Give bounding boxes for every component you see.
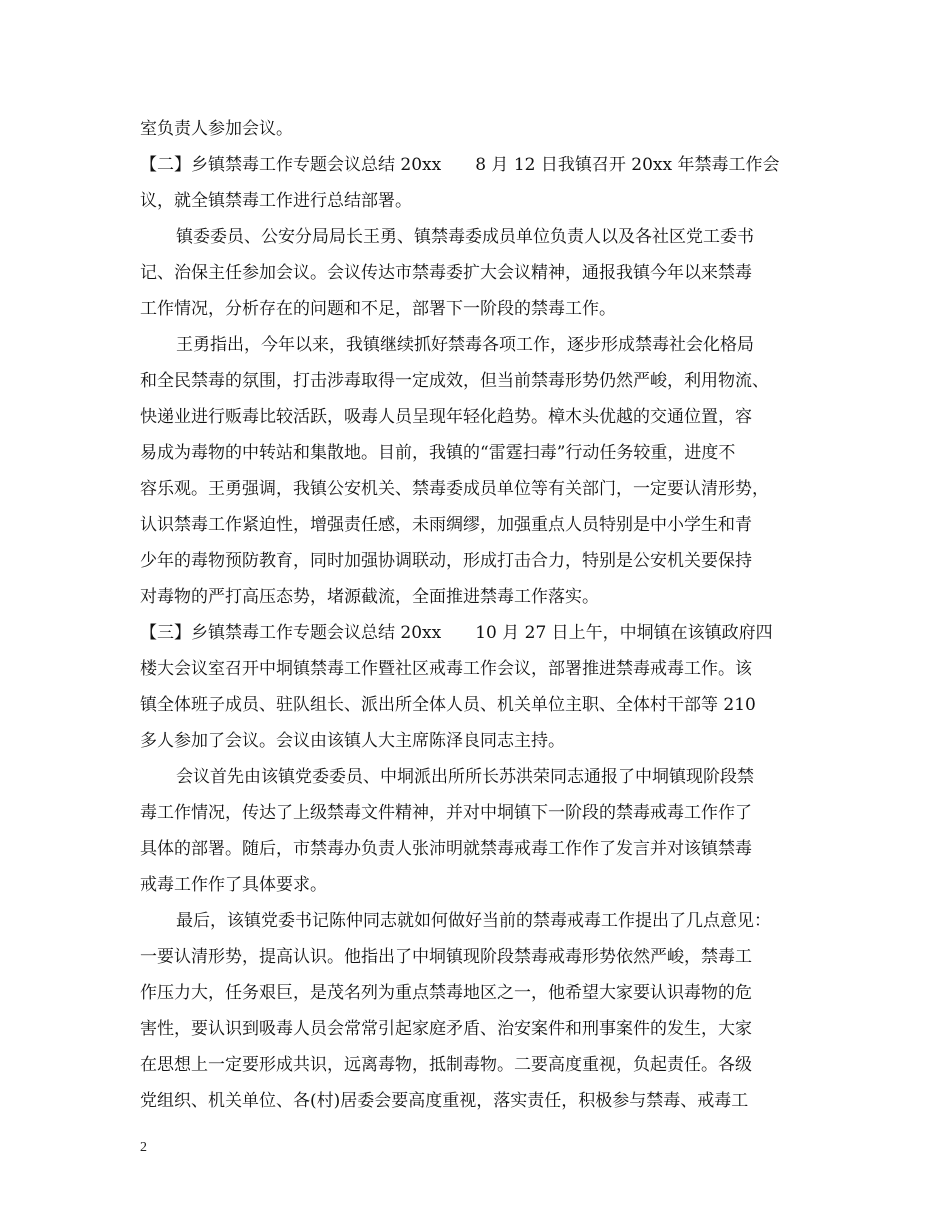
text-line: 最后，该镇党委书记陈仲同志就如何做好当前的禁毒戒毒工作提出了几点意见： xyxy=(176,911,771,931)
text-line: 在思想上一定要形成共识，远离毒物，抵制毒物。二要高度重视，负起责任。各级 xyxy=(140,1055,752,1075)
text-line: 作压力大，任务艰巨，是茂名列为重点禁毒地区之一，他希望大家要认识毒物的危 xyxy=(140,983,752,1003)
text-line: 【三】乡镇禁毒工作专题会议总结 20xx 10 月 27 日上午，中垌镇在该镇政府四 xyxy=(140,623,773,643)
text-line: 工作情况，分析存在的问题和不足，部署下一阶段的禁毒工作。 xyxy=(140,299,616,319)
text-line: 会议首先由该镇党委委员、中垌派出所所长苏洪荣同志通报了中垌镇现阶段禁 xyxy=(176,767,754,787)
text-line: 王勇指出，今年以来，我镇继续抓好禁毒各项工作，逐步形成禁毒社会化格局 xyxy=(176,335,754,355)
text-line: 和全民禁毒的氛围，打击涉毒取得一定成效，但当前禁毒形势仍然严峻，利用物流、 xyxy=(140,371,769,391)
text-line: 戒毒工作作了具体要求。 xyxy=(140,875,327,895)
text-line: 镇委委员、公安分局局长王勇、镇禁毒委成员单位负责人以及各社区党工委书 xyxy=(176,227,754,247)
text-line: 具体的部署。随后，市禁毒办负责人张沛明就禁毒戒毒工作作了发言并对该镇禁毒 xyxy=(140,839,752,859)
text-line: 议，就全镇禁毒工作进行总结部署。 xyxy=(140,191,412,211)
text-line: 少年的毒物预防教育，同时加强协调联动，形成打击合力，特别是公安机关要保持 xyxy=(140,551,752,571)
text-line: 容乐观。王勇强调，我镇公安机关、禁毒委成员单位等有关部门，一定要认清形势， xyxy=(140,479,769,499)
text-line: 【二】乡镇禁毒工作专题会议总结 20xx 8 月 12 日我镇召开 20xx 年禁毒工作会 xyxy=(140,155,780,175)
page-number: 2 xyxy=(140,1140,147,1155)
text-line: 毒工作情况，传达了上级禁毒文件精神，并对中垌镇下一阶段的禁毒戒毒工作作了 xyxy=(140,803,752,823)
text-line: 镇全体班子成员、驻队组长、派出所全体人员、机关单位主职、全体村干部等 210 xyxy=(140,695,756,715)
text-line: 认识禁毒工作紧迫性，增强责任感，未雨绸缪，加强重点人员特别是中小学生和青 xyxy=(140,515,752,535)
text-line: 多人参加了会议。会议由该镇人大主席陈泽良同志主持。 xyxy=(140,731,565,751)
text-line: 对毒物的严打高压态势，堵源截流，全面推进禁毒工作落实。 xyxy=(140,587,599,607)
text-line: 易成为毒物的中转站和集散地。目前，我镇的“雷霆扫毒”行动任务较重，进度不 xyxy=(140,443,736,463)
text-line: 记、治保主任参加会议。会议传达市禁毒委扩大会议精神，通报我镇今年以来禁毒 xyxy=(140,263,752,283)
text-line: 害性，要认识到吸毒人员会常常引起家庭矛盾、治安案件和刑事案件的发生，大家 xyxy=(140,1019,752,1039)
text-line: 室负责人参加会议。 xyxy=(140,119,293,139)
text-line: 楼大会议室召开中垌镇禁毒工作暨社区戒毒工作会议，部署推进禁毒戒毒工作。该 xyxy=(140,659,752,679)
text-line: 一要认清形势，提高认识。他指出了中垌镇现阶段禁毒戒毒形势依然严峻，禁毒工 xyxy=(140,947,752,967)
text-line: 党组织、机关单位、各(村)居委会要高度重视，落实责任，积极参与禁毒、戒毒工 xyxy=(140,1091,749,1111)
text-line: 快递业进行贩毒比较活跃，吸毒人员呈现年轻化趋势。樟木头优越的交通位置，容 xyxy=(140,407,752,427)
